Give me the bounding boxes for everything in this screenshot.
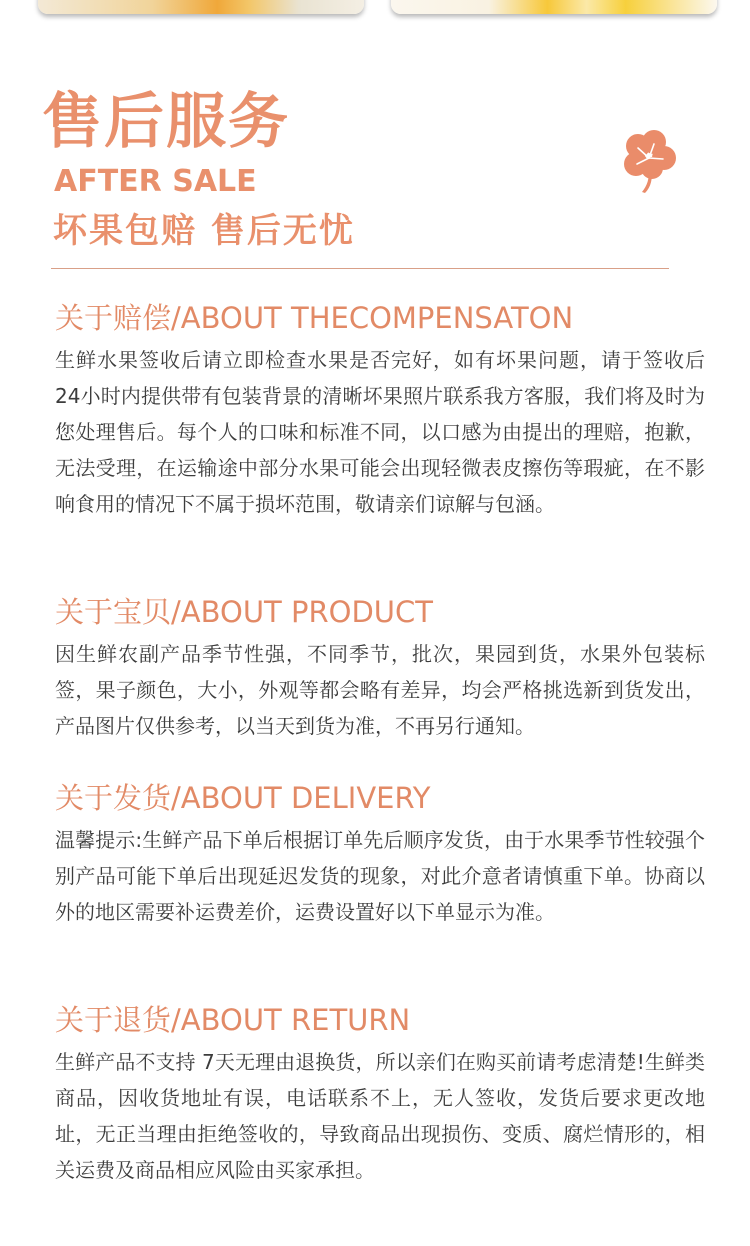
page-title: 售后服务 <box>42 87 290 157</box>
section-body: 温馨提示:生鲜产品下单后根据订单先后顺序发货，由于水果季节性较强个别产品可能下单后出现延迟发货的现象，对此介意者请慎重下单。协商以外的地区需要补运费差价，运费设置好以下单显示为准。 <box>55 828 705 924</box>
section-heading: 关于发货/ABOUT DELIVERY <box>55 781 431 815</box>
header-divider <box>51 268 669 269</box>
section-heading: 关于退货/ABOUT RETURN <box>55 1003 411 1037</box>
fruit-photo-right <box>391 0 717 14</box>
section-delivery <box>55 778 705 930</box>
section-heading: 关于宝贝/ABOUT PRODUCT <box>55 595 433 629</box>
section-compensation <box>55 298 705 522</box>
section-body: 因生鲜农副产品季节性强，不同季节，批次，果园到货，水果外包装标签，果子颜色，大小，外观等都会略有差异，均会严格挑选新到货发出，产品图片仅供参考，以当天到货为准，不再另行通知。 <box>55 642 705 738</box>
section-return <box>55 1000 705 1188</box>
section-product <box>55 592 705 744</box>
section-heading: 关于赔偿/ABOUT THECOMPENSATON <box>55 301 574 335</box>
page-subtitle: AFTER SALE <box>54 164 257 199</box>
slogan: 坏果包赔 售后无忧 <box>53 211 355 251</box>
fruit-photo-left <box>38 0 364 14</box>
section-body: 生鲜产品不支持 7天无理由退换货，所以亲们在购买前请考虑清楚!生鲜类商品，因收货地址有误，电话联系不上，无人签收，发货后要求更改地址，无正当理由拒绝签收的，导致商品出现损伤、变质、腐烂情形的，相关运费及商品相应风险由买家承担。 <box>55 1050 705 1182</box>
section-body: 生鲜水果签收后请立即检查水果是否完好，如有坏果问题，请于签收后 24小时内提供带有包装背景的清晰坏果照片联系我方客服，我们将及时为您处理售后。每个人的口味和标准不同，以口感为由提出的理赔，抱歉，无法受理，在运输途中部分水果可能会出现轻微表皮擦伤等瑕疵，在不影响食用的情况下不属于损坏范围，敬请亲们谅解与包涵。 <box>55 348 705 516</box>
clover-icon <box>614 124 684 194</box>
top-photo-strip <box>0 0 750 22</box>
